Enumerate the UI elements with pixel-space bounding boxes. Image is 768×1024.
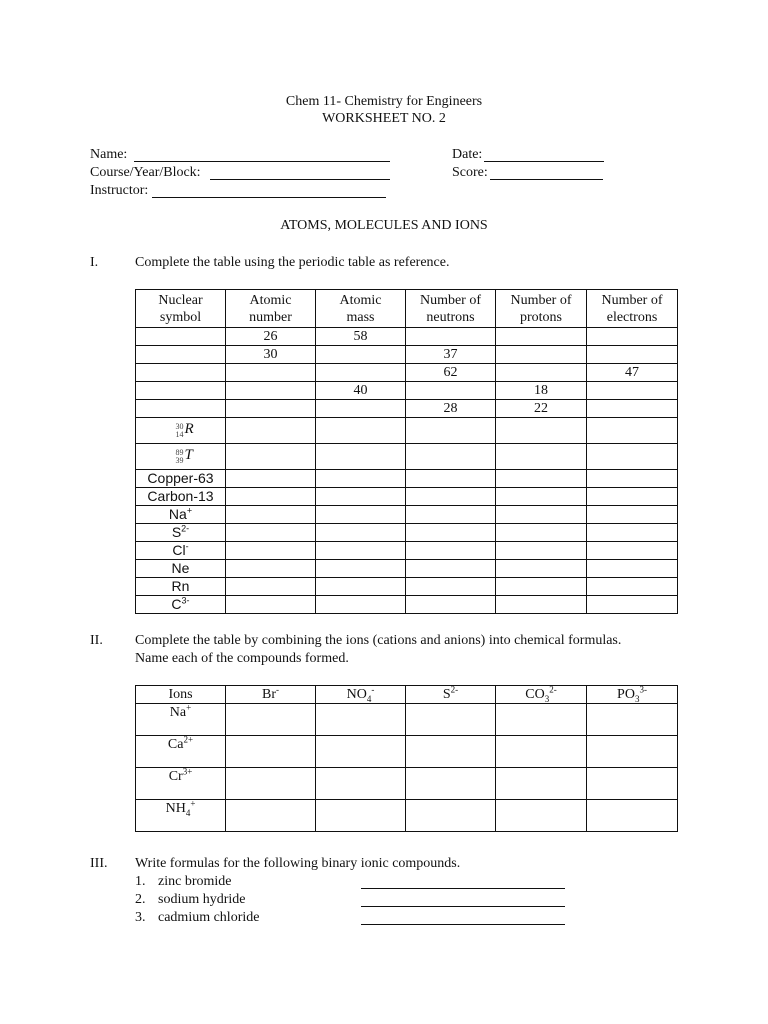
ion-subscript: 4 xyxy=(366,693,372,704)
charge-superscript: + xyxy=(186,505,193,516)
compound-name: cadmium chloride xyxy=(158,910,260,925)
answer-cell[interactable] xyxy=(496,488,587,506)
given-value: 47 xyxy=(625,365,639,380)
atomic-number: 14 xyxy=(175,430,184,439)
cation-row xyxy=(136,704,678,736)
answer-cell[interactable] xyxy=(226,542,316,560)
nuclear-symbol-cell xyxy=(136,524,226,542)
answer-cell[interactable] xyxy=(136,382,226,400)
table-row xyxy=(136,506,678,524)
compound-name: sodium hydride xyxy=(158,892,246,907)
answer-cell[interactable] xyxy=(226,488,316,506)
answer-cell[interactable] xyxy=(226,578,316,596)
given-value: 62 xyxy=(443,365,458,380)
compound-answer-cell[interactable] xyxy=(316,800,406,832)
header-line-2: symbol xyxy=(159,309,202,325)
answer-cell[interactable] xyxy=(316,400,406,418)
answer-cell[interactable] xyxy=(496,400,587,418)
answer-cell[interactable] xyxy=(587,506,678,524)
answer-cell[interactable] xyxy=(226,524,316,542)
score-field[interactable] xyxy=(490,165,603,180)
course-year-block-label: Course/Year/Block: xyxy=(90,165,201,180)
given-value: 28 xyxy=(443,401,458,416)
ions-corner-cell: Ions xyxy=(136,686,226,704)
header-line-2: mass xyxy=(346,309,375,325)
header-cell xyxy=(226,290,316,328)
table-row xyxy=(136,346,678,364)
answer-cell[interactable] xyxy=(496,444,587,470)
table-row xyxy=(136,560,678,578)
table-row xyxy=(136,578,678,596)
ion-charge: + xyxy=(190,798,196,809)
header-line-1: Atomic xyxy=(249,292,292,308)
ion-charge: 3- xyxy=(639,684,647,695)
answer-cell[interactable] xyxy=(406,506,496,524)
table-row xyxy=(136,524,678,542)
charge-superscript: 2- xyxy=(181,523,190,534)
compound-answer-cell[interactable] xyxy=(406,704,496,736)
answer-cell[interactable] xyxy=(406,346,496,364)
answer-cell[interactable] xyxy=(316,328,406,346)
ion-formula: Br xyxy=(262,687,276,702)
header-line-2: number xyxy=(249,309,292,325)
formula-answer-line[interactable] xyxy=(361,892,565,907)
species-name: C xyxy=(171,596,182,612)
nuclear-symbol-cell xyxy=(136,506,226,524)
ion-charge: 2- xyxy=(549,684,557,695)
header-cell xyxy=(406,290,496,328)
table-row xyxy=(136,542,678,560)
answer-cell[interactable] xyxy=(587,524,678,542)
mass-number: 89 xyxy=(175,448,184,457)
charge-superscript: 3- xyxy=(181,595,190,606)
topic-heading: ATOMS, MOLECULES AND IONS xyxy=(280,218,488,233)
table-row xyxy=(136,488,678,506)
table-row xyxy=(136,328,678,346)
answer-cell[interactable] xyxy=(136,328,226,346)
element-symbol: T xyxy=(184,447,193,463)
answer-cell[interactable] xyxy=(406,578,496,596)
section-2-numeral: II. xyxy=(90,633,103,648)
answer-cell[interactable] xyxy=(587,470,678,488)
answer-cell[interactable] xyxy=(406,470,496,488)
cation-cell xyxy=(136,704,226,736)
ion-combination-table xyxy=(135,685,678,832)
compound-answer-cell[interactable] xyxy=(496,800,587,832)
answer-cell[interactable] xyxy=(136,346,226,364)
answer-cell[interactable] xyxy=(496,418,587,444)
compound-name: zinc bromide xyxy=(158,874,232,889)
answer-cell[interactable] xyxy=(496,596,587,614)
table-header-row xyxy=(136,290,678,328)
compound-answer-cell[interactable] xyxy=(587,768,678,800)
item-number: 1. xyxy=(135,874,146,889)
periodic-table-exercise xyxy=(135,289,678,614)
header-line-1: Number of xyxy=(510,292,572,308)
compound-answer-cell[interactable] xyxy=(587,736,678,768)
given-value: 40 xyxy=(353,383,368,398)
nuclear-symbol-cell xyxy=(136,596,226,614)
ion-subscript: 4 xyxy=(185,807,191,818)
header-line-2: protons xyxy=(520,309,562,325)
given-value: 18 xyxy=(534,383,548,398)
compound-answer-cell[interactable] xyxy=(587,800,678,832)
ion-formula: Na xyxy=(169,705,187,720)
nuclear-symbol-cell xyxy=(136,418,226,444)
answer-cell[interactable] xyxy=(496,328,587,346)
species-name: Cl xyxy=(172,542,186,558)
answer-cell[interactable] xyxy=(316,596,406,614)
answer-cell[interactable] xyxy=(226,382,316,400)
table-row xyxy=(136,382,678,400)
nuclide-notation xyxy=(168,418,194,438)
answer-cell[interactable] xyxy=(316,488,406,506)
given-value: 37 xyxy=(443,347,458,362)
cation-cell xyxy=(136,800,226,832)
species-name: Carbon-13 xyxy=(147,488,214,504)
answer-cell[interactable] xyxy=(316,444,406,470)
answer-cell[interactable] xyxy=(136,364,226,382)
header-cell xyxy=(136,290,226,328)
section-1-instruction: Complete the table using the periodic table as reference. xyxy=(135,255,450,270)
answer-cell[interactable] xyxy=(406,400,496,418)
answer-cell[interactable] xyxy=(587,382,678,400)
date-label: Date: xyxy=(452,147,483,162)
answer-cell[interactable] xyxy=(496,364,587,382)
compound-answer-cell[interactable] xyxy=(226,768,316,800)
given-value: 22 xyxy=(534,401,548,416)
species-name: Na xyxy=(168,506,187,522)
compound-answer-cell[interactable] xyxy=(406,736,496,768)
compound-answer-cell[interactable] xyxy=(316,736,406,768)
ion-subscript: 3 xyxy=(544,693,550,704)
element-symbol: R xyxy=(184,421,194,437)
anion-header-cell xyxy=(316,686,406,704)
ion-charge: - xyxy=(276,684,279,695)
section-1-numeral: I. xyxy=(90,255,99,270)
answer-cell[interactable] xyxy=(406,418,496,444)
header-cell xyxy=(496,290,587,328)
nuclear-symbol-cell xyxy=(136,542,226,560)
charge-superscript: - xyxy=(185,541,189,552)
answer-cell[interactable] xyxy=(587,596,678,614)
given-value: 58 xyxy=(353,329,368,344)
table-row xyxy=(136,400,678,418)
ion-charge: 3+ xyxy=(182,766,193,777)
answer-cell[interactable] xyxy=(226,444,316,470)
answer-cell[interactable] xyxy=(587,560,678,578)
answer-cell[interactable] xyxy=(316,382,406,400)
header-line-1: Atomic xyxy=(339,292,382,308)
nuclide-notation xyxy=(168,444,194,464)
header-line-2: electrons xyxy=(606,309,658,325)
ion-formula: Ca xyxy=(167,737,184,752)
ion-formula: S xyxy=(442,687,451,702)
species-name: Rn xyxy=(171,578,190,594)
answer-cell[interactable] xyxy=(587,346,678,364)
ion-formula: NH xyxy=(165,801,186,816)
date-field[interactable] xyxy=(484,147,604,162)
ion-formula: NO xyxy=(346,687,367,702)
answer-cell[interactable] xyxy=(226,506,316,524)
answer-cell[interactable] xyxy=(226,364,316,382)
answer-cell[interactable] xyxy=(406,444,496,470)
worksheet-number: WORKSHEET NO. 2 xyxy=(322,111,446,126)
header-line-2: neutrons xyxy=(426,309,475,325)
answer-cell[interactable] xyxy=(587,542,678,560)
answer-cell[interactable] xyxy=(406,364,496,382)
ion-formula: Cr xyxy=(168,769,183,784)
formula-answer-line[interactable] xyxy=(361,910,565,925)
compound-answer-cell[interactable] xyxy=(496,704,587,736)
anion-header-cell xyxy=(496,686,587,704)
header-line-1: Nuclear xyxy=(158,292,203,308)
cation-cell xyxy=(136,736,226,768)
answer-cell[interactable] xyxy=(406,596,496,614)
answer-cell[interactable] xyxy=(496,524,587,542)
answer-cell[interactable] xyxy=(226,596,316,614)
answer-cell[interactable] xyxy=(587,328,678,346)
answer-cell[interactable] xyxy=(316,542,406,560)
instructor-field[interactable] xyxy=(152,183,386,198)
compound-answer-cell[interactable] xyxy=(496,768,587,800)
answer-cell[interactable] xyxy=(406,524,496,542)
answer-cell[interactable] xyxy=(496,470,587,488)
answer-cell[interactable] xyxy=(496,578,587,596)
cation-row xyxy=(136,800,678,832)
answer-cell[interactable] xyxy=(316,418,406,444)
ion-header-row xyxy=(136,686,678,704)
answer-cell[interactable] xyxy=(226,560,316,578)
answer-cell[interactable] xyxy=(226,400,316,418)
header-line-1: Number of xyxy=(601,292,663,308)
answer-cell[interactable] xyxy=(587,364,678,382)
answer-cell[interactable] xyxy=(316,364,406,382)
table-row xyxy=(136,418,678,444)
species-name: Copper-63 xyxy=(147,470,214,486)
nuclear-symbol-cell xyxy=(136,444,226,470)
answer-cell[interactable] xyxy=(316,578,406,596)
nuclear-symbol-cell xyxy=(136,470,226,488)
course-title: Chem 11- Chemistry for Engineers xyxy=(285,94,483,109)
anion-header-cell xyxy=(226,686,316,704)
cation-row xyxy=(136,736,678,768)
ion-charge: 2- xyxy=(450,684,459,695)
answer-cell[interactable] xyxy=(136,400,226,418)
answer-cell[interactable] xyxy=(226,346,316,364)
name-field[interactable] xyxy=(134,147,390,162)
compound-answer-cell[interactable] xyxy=(406,768,496,800)
anion-header-cell xyxy=(406,686,496,704)
answer-cell[interactable] xyxy=(587,400,678,418)
cation-row xyxy=(136,768,678,800)
ion-charge: 2+ xyxy=(183,734,194,745)
item-number: 3. xyxy=(135,910,146,925)
answer-cell[interactable] xyxy=(406,328,496,346)
answer-cell[interactable] xyxy=(496,506,587,524)
name-label: Name: xyxy=(90,147,128,162)
score-label: Score: xyxy=(452,165,488,180)
nuclear-symbol-cell xyxy=(136,578,226,596)
answer-cell[interactable] xyxy=(226,470,316,488)
compound-answer-cell[interactable] xyxy=(316,768,406,800)
ion-subscript: 3 xyxy=(634,693,640,704)
instructor-label: Instructor: xyxy=(90,183,149,198)
given-value: 30 xyxy=(263,347,278,362)
answer-cell[interactable] xyxy=(587,488,678,506)
ion-charge: - xyxy=(371,684,375,695)
ion-formula: CO xyxy=(525,687,545,702)
compound-answer-cell[interactable] xyxy=(406,800,496,832)
course-year-block-field[interactable] xyxy=(210,165,390,180)
compound-answer-cell[interactable] xyxy=(587,704,678,736)
nuclear-symbol-cell xyxy=(136,560,226,578)
answer-cell[interactable] xyxy=(226,328,316,346)
answer-cell[interactable] xyxy=(496,382,587,400)
answer-cell[interactable] xyxy=(316,506,406,524)
formula-answer-line[interactable] xyxy=(361,874,565,889)
answer-cell[interactable] xyxy=(587,444,678,470)
section-3-instruction: Write formulas for the following binary ionic compounds. xyxy=(135,856,461,871)
compound-answer-cell[interactable] xyxy=(226,800,316,832)
answer-cell[interactable] xyxy=(587,578,678,596)
header-cell xyxy=(316,290,406,328)
atomic-number: 39 xyxy=(175,456,184,465)
section-2-instruction-line-2: Name each of the compounds formed. xyxy=(135,651,349,666)
header-line-1: Number of xyxy=(419,292,482,308)
compound-answer-cell[interactable] xyxy=(316,704,406,736)
table-row xyxy=(136,470,678,488)
header-cell xyxy=(587,290,678,328)
answer-cell[interactable] xyxy=(406,488,496,506)
answer-cell[interactable] xyxy=(496,542,587,560)
answer-cell[interactable] xyxy=(587,418,678,444)
mass-number: 30 xyxy=(175,422,184,431)
item-number: 2. xyxy=(135,892,146,907)
species-name: Ne xyxy=(171,560,190,576)
section-3-numeral: III. xyxy=(90,856,108,871)
answer-cell[interactable] xyxy=(406,560,496,578)
ion-charge: + xyxy=(186,702,192,713)
cation-cell xyxy=(136,768,226,800)
given-value: 26 xyxy=(263,329,278,344)
table-row xyxy=(136,596,678,614)
compound-answer-cell[interactable] xyxy=(226,736,316,768)
answer-cell[interactable] xyxy=(496,560,587,578)
answer-cell[interactable] xyxy=(316,470,406,488)
table-row xyxy=(136,364,678,382)
answer-cell[interactable] xyxy=(406,542,496,560)
ion-formula: PO xyxy=(617,687,635,702)
answer-cell[interactable] xyxy=(316,524,406,542)
compound-answer-cell[interactable] xyxy=(496,736,587,768)
section-2-instruction-line-1: Complete the table by combining the ions (cations and anions) into chemical formulas. xyxy=(135,633,622,648)
compound-answer-cell[interactable] xyxy=(226,704,316,736)
table-row xyxy=(136,444,678,470)
answer-cell[interactable] xyxy=(406,382,496,400)
answer-cell[interactable] xyxy=(226,418,316,444)
answer-cell[interactable] xyxy=(496,346,587,364)
species-name: S xyxy=(171,524,182,540)
nuclear-symbol-cell xyxy=(136,488,226,506)
answer-cell[interactable] xyxy=(316,560,406,578)
anion-header-cell xyxy=(587,686,678,704)
answer-cell[interactable] xyxy=(316,346,406,364)
